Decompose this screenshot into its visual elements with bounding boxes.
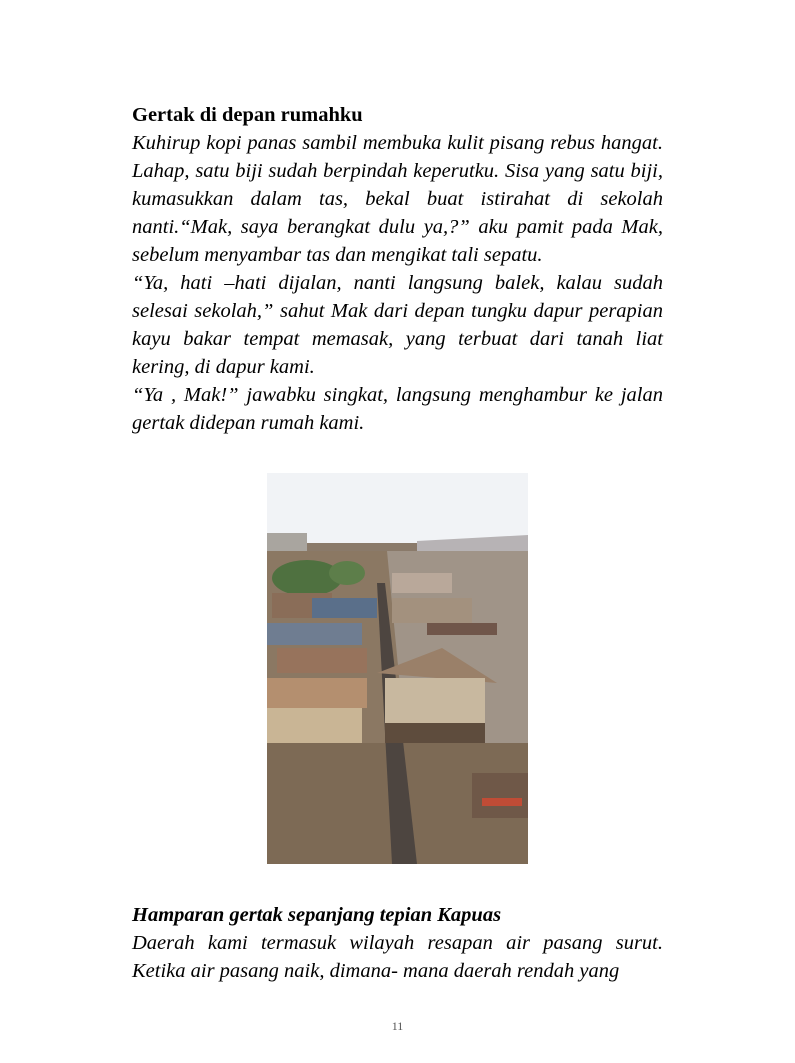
paragraph-4: Daerah kami termasuk wilayah resapan air pasang surut. Ketika air pasang naik, dimana- mana daerah rendah yang: [132, 932, 663, 982]
photo-caption-heading: Hamparan gertak sepanjang tepian Kapuas: [132, 904, 502, 926]
river-village-photo: [267, 473, 528, 864]
paragraph-2: “Ya, hati –hati dijalan, nanti langsung balek, kalau sudah selesai sekolah,” sahut Mak dari depan tungku dapur perapian kayu bakar tempat memasak, yang terbuat dari tanah liat kering, di dapur kami.: [132, 272, 663, 378]
section-1: [132, 101, 663, 437]
page-number: 11: [391, 1019, 404, 1033]
section-2: [132, 901, 663, 985]
paragraph-3: “Ya , Mak!” jawabku singkat, langsung menghambur ke jalan gertak didepan rumah kami.: [132, 384, 663, 434]
paragraph-1: Kuhirup kopi panas sambil membuka kulit pisang rebus hangat. Lahap, satu biji sudah berpindah keperutku. Sisa yang satu biji, kumasukkan dalam tas, bekal buat istirahat di sekolah nanti.“Mak, saya berangkat dulu ya,?” aku pamit pada Mak, sebelum menyambar tas dan mengikat tali sepatu.: [132, 132, 663, 266]
section-heading: Gertak di depan rumahku: [132, 104, 363, 126]
